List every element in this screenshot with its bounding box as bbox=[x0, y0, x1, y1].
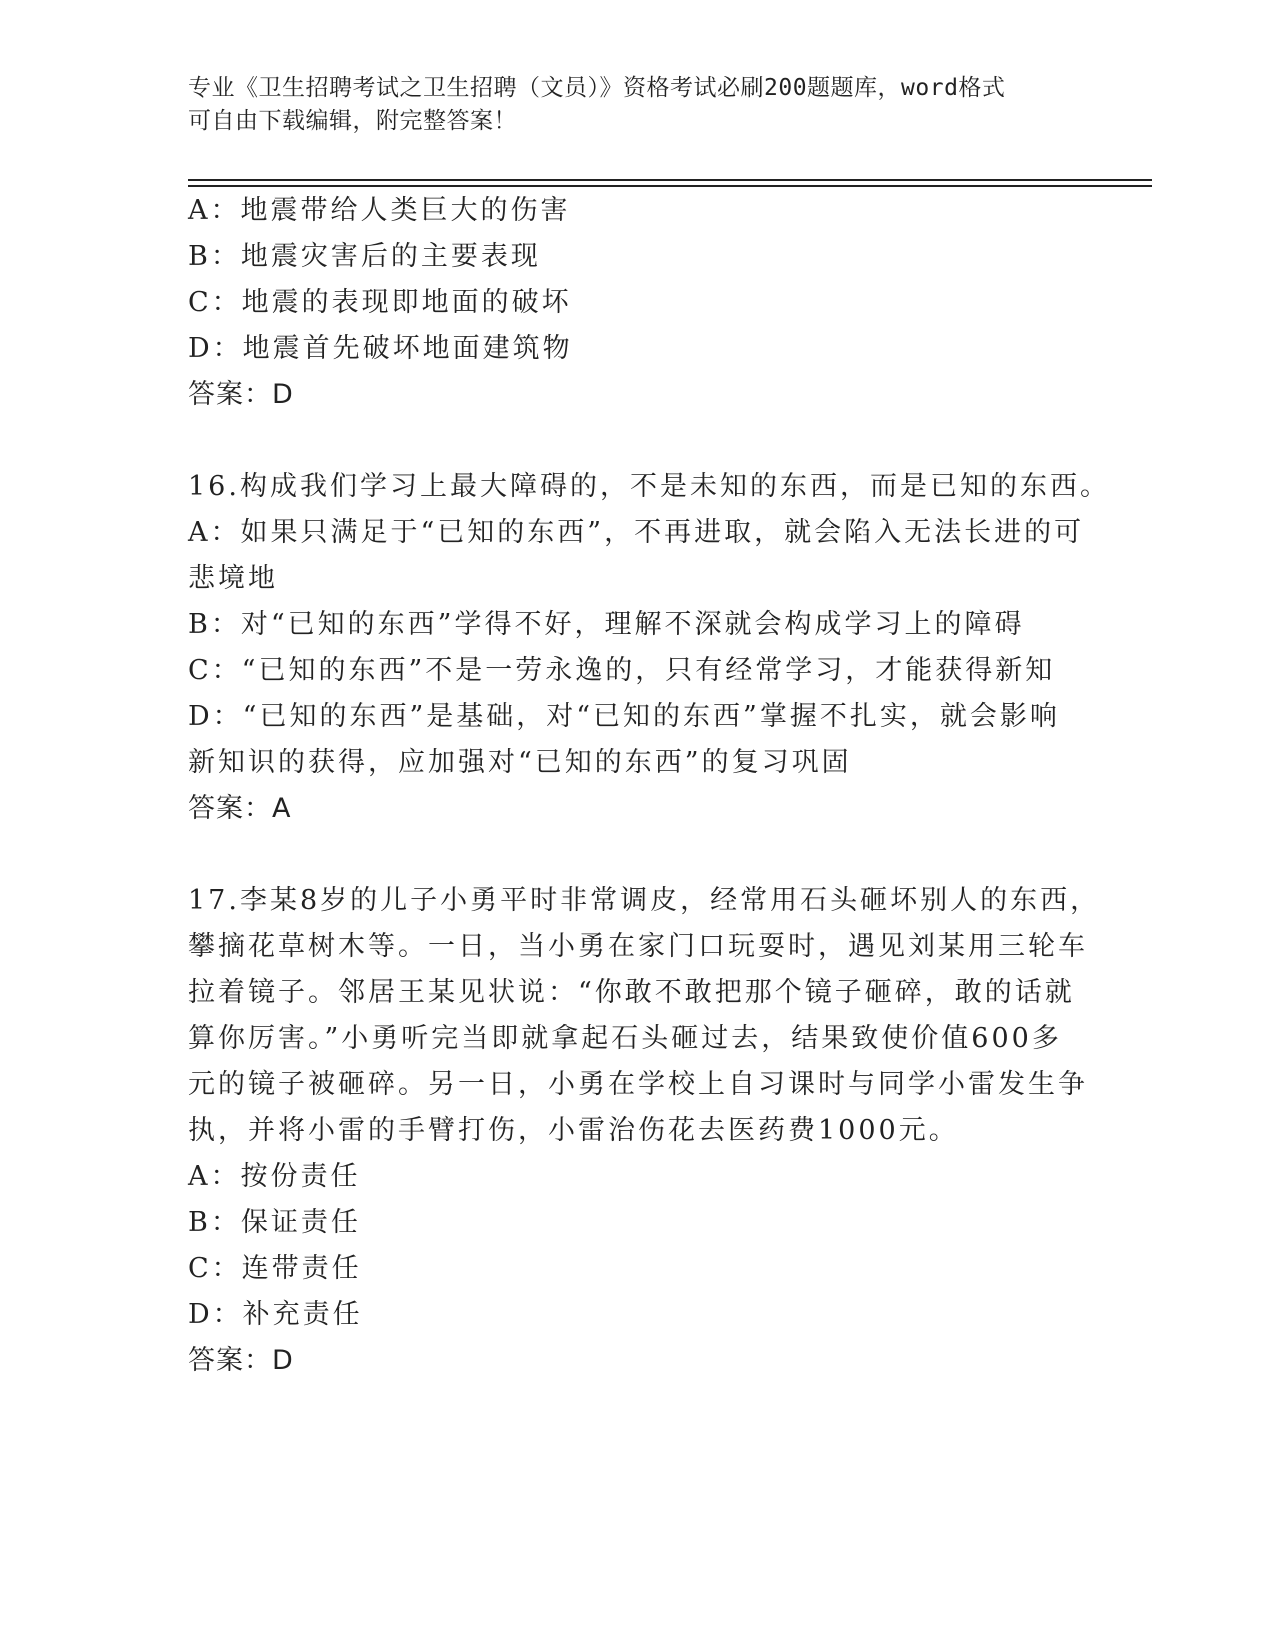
option-d: D：地震首先破坏地面建筑物 bbox=[188, 333, 573, 364]
option-c: C：“已知的东西”不是一劳永逸的，只有经常学习，才能获得新知 bbox=[188, 655, 1056, 686]
question-stem: 16.构成我们学习上最大障碍的，不是未知的东西，而是已知的东西。 bbox=[188, 471, 1110, 502]
question-stem-line: 执，并将小雷的手臂打伤，小雷治伤花去医药费1000元。 bbox=[188, 1115, 959, 1146]
question-16 bbox=[188, 464, 1110, 832]
option-c: C：连带责任 bbox=[188, 1253, 362, 1284]
answer-line: 答案：D bbox=[188, 379, 294, 410]
header-divider-bottom bbox=[188, 185, 1152, 187]
question-content bbox=[188, 188, 1110, 1384]
header-divider-top bbox=[188, 179, 1152, 181]
question-stem-line: 元的镜子被砸碎。另一日，小勇在学校上自习课时与同学小雷发生争 bbox=[188, 1069, 1088, 1100]
question-stem-line: 拉着镜子。邻居王某见状说：“你敢不敢把那个镜子砸碎，敢的话就 bbox=[188, 977, 1075, 1008]
option-b: B：对“已知的东西”学得不好，理解不深就会构成学习上的障碍 bbox=[188, 609, 1025, 640]
option-b: B：地震灾害后的主要表现 bbox=[188, 241, 541, 272]
option-c: C：地震的表现即地面的破坏 bbox=[188, 287, 572, 318]
option-d: D：“已知的东西”是基础，对“已知的东西”掌握不扎实，就会影响 bbox=[188, 701, 1060, 732]
question-stem-line: 攀摘花草树木等。一日，当小勇在家门口玩耍时，遇见刘某用三轮车 bbox=[188, 931, 1088, 962]
header-line-2: 可自由下载编辑，附完整答案！ bbox=[188, 108, 517, 134]
spacer bbox=[188, 418, 1088, 464]
option-d-continued: 新知识的获得，应加强对“已知的东西”的复习巩固 bbox=[188, 747, 852, 778]
option-a: A：如果只满足于“已知的东西”，不再进取，就会陷入无法长进的可 bbox=[188, 517, 1085, 548]
option-d: D：补充责任 bbox=[188, 1299, 363, 1330]
option-b: B：保证责任 bbox=[188, 1207, 361, 1238]
question-stem-line: 17.李某8岁的儿子小勇平时非常调皮，经常用石头砸坏别人的东西， bbox=[188, 885, 1101, 916]
answer-line: 答案：A bbox=[188, 793, 292, 824]
question-15 bbox=[188, 188, 1088, 418]
option-a: A：按份责任 bbox=[188, 1161, 361, 1192]
question-stem-line: 算你厉害。”小勇听完当即就拿起石头砸过去，结果致使价值600多 bbox=[188, 1023, 1062, 1054]
question-17 bbox=[188, 878, 1101, 1384]
answer-line: 答案：D bbox=[188, 1345, 294, 1376]
header-line-1: 专业《卫生招聘考试之卫生招聘（文员）》资格考试必刷200题题库，word格式 bbox=[188, 75, 1006, 101]
document-header bbox=[188, 72, 1068, 138]
option-a-continued: 悲境地 bbox=[188, 563, 278, 594]
spacer bbox=[188, 832, 1088, 878]
option-a: A：地震带给人类巨大的伤害 bbox=[188, 195, 571, 226]
